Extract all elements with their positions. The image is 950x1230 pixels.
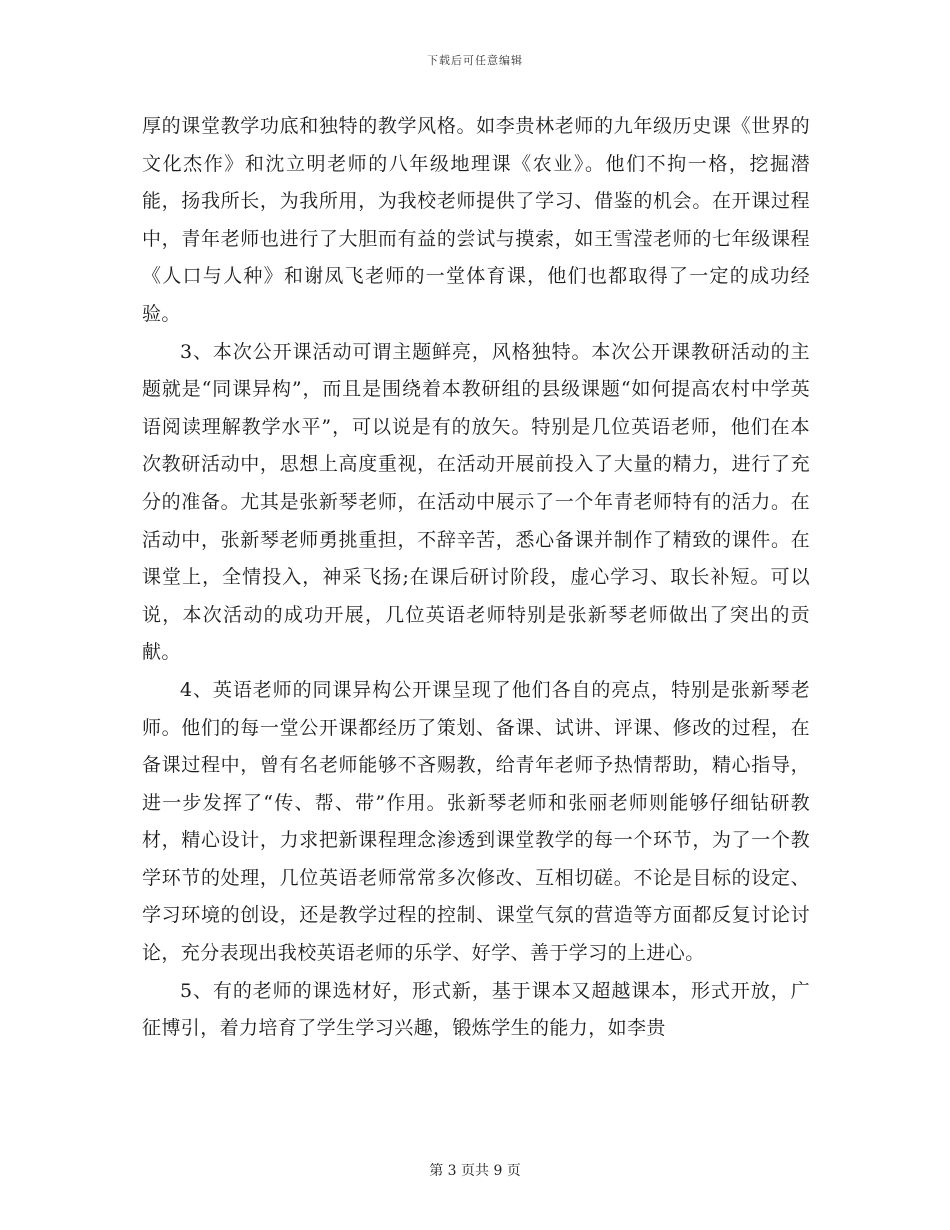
paragraph-continued: 厚的课堂教学功底和独特的教学风格。如李贵林老师的九年级历史课《世界的文化杰作》和沈立明老师的八年级地理课《农业》。他们不拘一格，挖掘潜能，扬我所长，为我所用，为我校老师提供了学习、借鉴的机会。在开课过程中，青年老师也进行了大胆而有益的尝试与摸索，如王雪滢老师的七年级课程《人口与人种》和谢凤飞老师的一堂体育课，他们也都取得了一定的成功经验。 — [142, 115, 810, 325]
paragraph-point-4: 4、英语老师的同课异构公开课呈现了他们各自的亮点，特别是张新琴老师。他们的每一堂公开课都经历了策划、备课、试讲、评课、修改的过程，在备课过程中，曾有名老师能够不吝赐教，给青年老师予热情帮助，精心指导，进一步发挥了“传、帮、带”作用。张新琴老师和张丽老师则能够仔细钻研教材，精心设计，力求把新课程理念渗透到课堂教学的每一个环节，为了一个教学环节的处理，几位英语老师常常多次修改、互相切磋。不论是目标的设定、学习环境的创设，还是教学过程的控制、课堂气氛的营造等方面都反复讨论讨论，充分表现出我校英语老师的乐学、好学、善于学习的上进心。 — [142, 678, 810, 965]
page-header: 下载后可任意编辑 — [427, 54, 523, 67]
page-number: 第 3 页共 9 页 — [429, 1163, 521, 1179]
paragraph-point-3: 3、本次公开课活动可谓主题鲜亮，风格独特。本次公开课教研活动的主题就是“同课异构”，而且是围绕着本教研组的县级课题“如何提高农村中学英语阅读理解教学水平”，可以说是有的放矢。特别是几位英语老师，他们在本次教研活动中，思想上高度重视，在活动开展前投入了大量的精力，进行了充分的准备。尤其是张新琴老师，在活动中展示了一个年青老师特有的活力。在活动中，张新琴老师勇挑重担，不辞辛苦，悉心备课并制作了精致的课件。在课堂上，全情投入，神采飞扬;在课后研讨阶段，虚心学习、取长补短。可以说，本次活动的成功开展，几位英语老师特别是张新琴老师做出了突出的贡献。 — [142, 340, 810, 664]
document-body — [142, 108, 810, 1048]
paragraph-point-5: 5、有的老师的课选材好，形式新，基于课本又超越课本，形式开放，广征博引，着力培育了学生学习兴趣，锻炼学生的能力，如李贵 — [142, 979, 810, 1040]
